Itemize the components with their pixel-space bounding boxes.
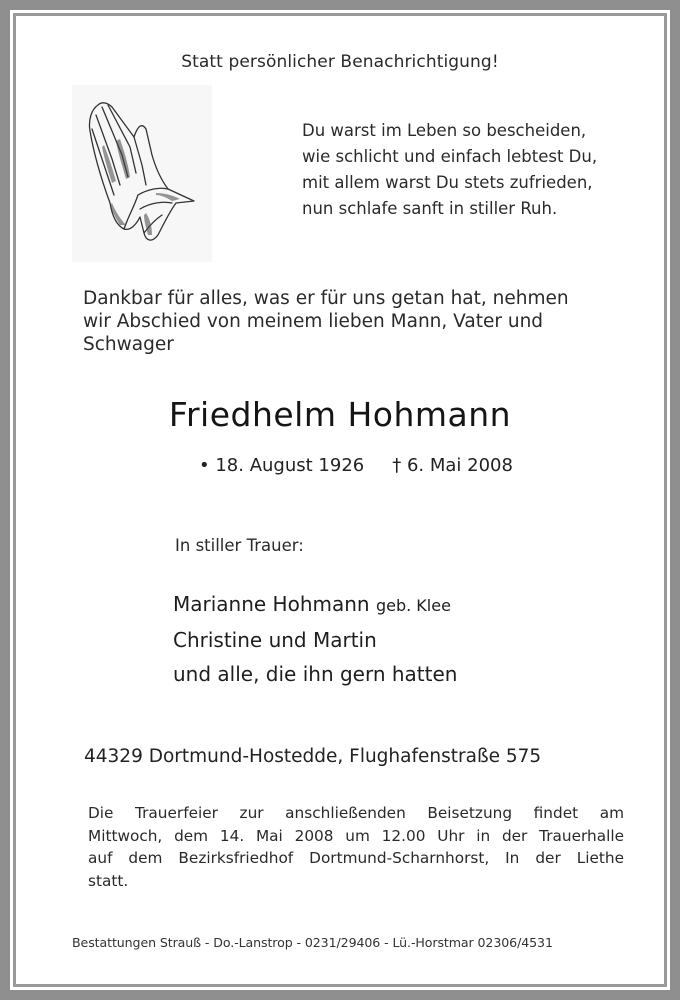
death-cross-icon: †: [392, 455, 402, 476]
poem: [302, 118, 597, 222]
praying-hands-icon: [72, 85, 212, 262]
poem-line: Du warst im Leben so bescheiden,: [302, 121, 587, 140]
funeral-line: Die Trauerfeier zur anschließenden Beisetzung findet am: [88, 804, 624, 822]
mourner: [173, 587, 457, 623]
deceased-name: Friedhelm Hohmann: [168, 395, 512, 434]
death-date: 6. Mai 2008: [406, 455, 513, 476]
praying-hands-image: [72, 85, 212, 262]
mourner-name: Christine und Martin: [173, 628, 377, 652]
intro-line: Schwager: [83, 334, 174, 355]
poem-line: nun schlafe sanft in stiller Ruh.: [302, 199, 558, 218]
funeral-line: statt.: [88, 871, 129, 890]
mourner: [173, 657, 457, 691]
poem-line: wie schlicht und einfach lebtest Du,: [302, 147, 598, 166]
mourners-list: [173, 587, 457, 691]
family-address: 44329 Dortmund-Hostedde, Flughafenstraße 575: [84, 746, 542, 767]
mourner-name: Marianne Hohmann: [173, 592, 370, 616]
birth-date: 18. August 1926: [215, 455, 365, 476]
mourner-maiden-name: geb. Klee: [375, 596, 451, 615]
notice-header: Statt persönlicher Benachrichtigung!: [181, 52, 499, 72]
intro-line: wir Abschied von meinem lieben Mann, Vater und: [83, 311, 544, 332]
funeral-home-footer: Bestattungen Strauß - Do.-Lanstrop - 0231/29406 - Lü.-Horstmar 02306/4531: [72, 935, 553, 950]
life-dates: [199, 455, 513, 476]
intro-line: Dankbar für alles, was er für uns getan hat, nehmen: [83, 288, 569, 309]
birth-symbol: •: [199, 455, 210, 476]
mourning-label: In stiller Trauer:: [175, 536, 304, 555]
mourner-name: und alle, die ihn gern hatten: [173, 662, 458, 686]
funeral-details: [88, 802, 624, 892]
farewell-intro: [83, 287, 569, 356]
poem-line: mit allem warst Du stets zufrieden,: [302, 173, 593, 192]
funeral-line: Mittwoch, dem 14. Mai 2008 um 12.00 Uhr in der Trauerhalle: [88, 826, 624, 845]
funeral-line: auf dem Bezirksfriedhof Dortmund-Scharnhorst, In der Liethe: [88, 849, 624, 867]
mourner: [173, 623, 457, 657]
